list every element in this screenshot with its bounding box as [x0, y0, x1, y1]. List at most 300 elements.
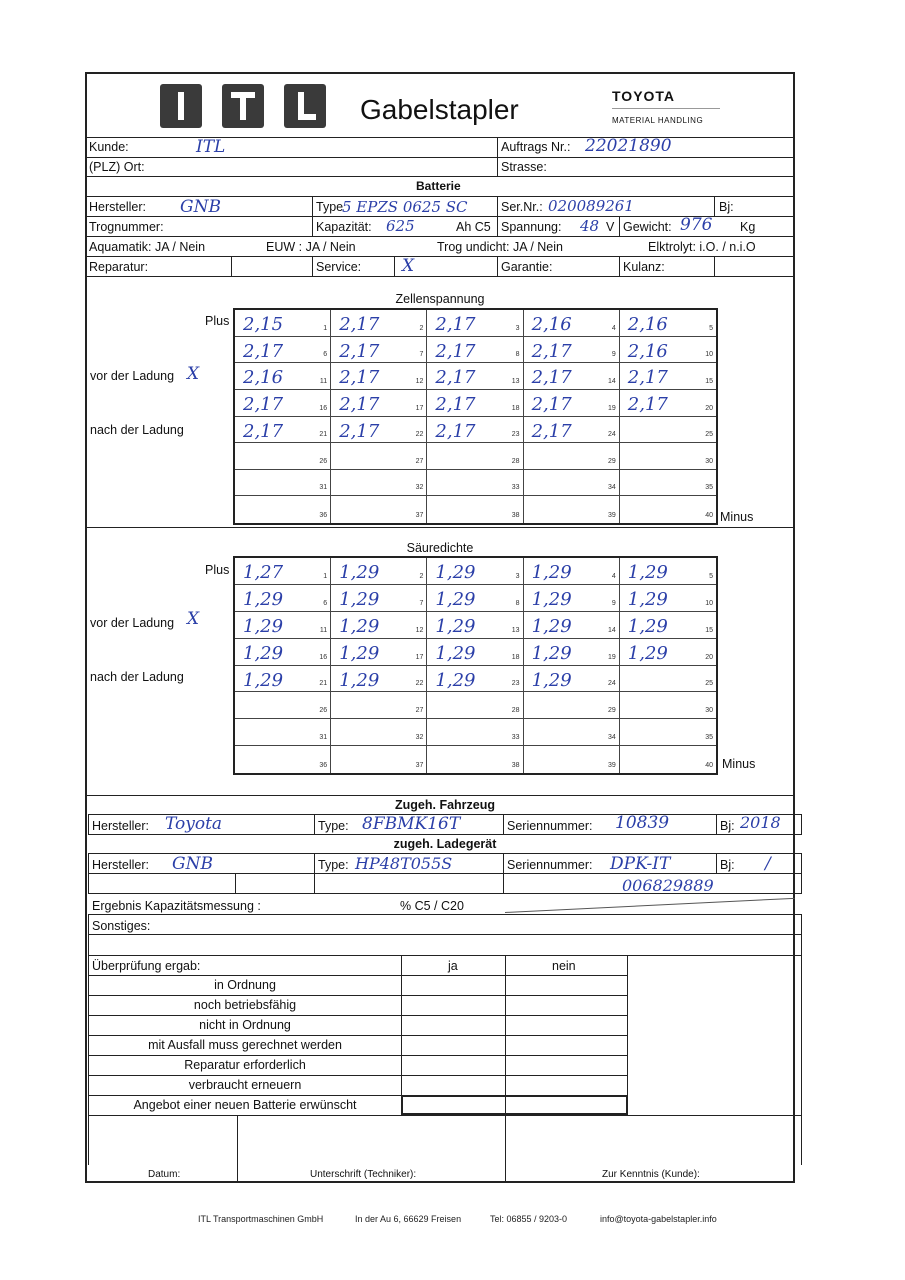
footer-email[interactable]: info@toyota-gabelstapler.info [600, 1214, 717, 1224]
zellen-cell-value: 2,17 [531, 393, 572, 415]
zellen-cell-number: 19 [607, 404, 616, 412]
saeure-cell-number: 36 [319, 762, 328, 769]
lg-bj-label: Bj: [720, 858, 735, 872]
zellen-cell[interactable] [235, 363, 331, 390]
zellen-cell-number: 38 [511, 512, 520, 519]
saeure-cell-number: 4 [611, 572, 616, 580]
zellen-cell[interactable] [235, 390, 331, 417]
saeure-cell-value: 1,27 [243, 562, 284, 583]
saeure-cell[interactable] [235, 666, 331, 693]
service-label: Service: [316, 260, 362, 274]
brand-subtitle: MATERIAL HANDLING [612, 116, 704, 125]
saeure-cell-number: 35 [705, 734, 713, 742]
pruefung-item: mit Ausfall muss gerechnet werden [148, 1038, 342, 1052]
footer-company: ITL Transportmaschinen GmbH [198, 1214, 324, 1224]
footer-address: In der Au 6, 66629 Freisen [355, 1214, 462, 1224]
saeure-grid [233, 556, 718, 775]
zellen-cell-number: 37 [415, 512, 424, 519]
kunde-value[interactable]: ITL [196, 137, 226, 157]
saeure-title: Säuredichte [406, 541, 474, 555]
page-title: Gabelstapler [360, 94, 519, 125]
type-label: Type [316, 200, 344, 214]
saeure-cell-number: 39 [607, 762, 616, 769]
bj-label: Bj: [719, 200, 734, 214]
service-value[interactable]: X [402, 256, 415, 276]
fz-type-label: Type: [318, 819, 349, 833]
zellen-cell-value: 2,17 [627, 367, 668, 389]
zellen-cell-number: 40 [705, 512, 713, 519]
zellen-cell[interactable] [331, 363, 427, 390]
pruefung-row-line [88, 995, 627, 996]
zellen-cell-value: 2,17 [435, 314, 476, 335]
zellen-cell-number: 12 [415, 377, 424, 385]
logo-letter-i [160, 84, 202, 128]
saeure-cell[interactable] [620, 612, 716, 639]
zellen-cell-number: 36 [319, 512, 328, 519]
saeure-cell[interactable] [235, 558, 331, 585]
saeure-cell-number: 18 [511, 653, 520, 661]
saeure-cell[interactable] [235, 719, 331, 746]
lg-hersteller-value[interactable]: GNB [172, 854, 213, 874]
saeure-cell-number: 31 [319, 734, 328, 742]
aquamatik-label: Aquamatik: JA / Nein [89, 240, 206, 254]
saeure-nach: nach der Ladung [90, 670, 184, 684]
kapazitaet-label: Kapazität: [316, 220, 372, 234]
saeure-cell[interactable] [331, 692, 427, 719]
saeure-cell-value: 1,29 [435, 615, 476, 637]
zellen-cell-value: 2,16 [627, 314, 668, 335]
saeure-cell-number: 22 [415, 680, 424, 688]
saeure-cell[interactable] [427, 612, 523, 639]
zellen-cell[interactable] [427, 390, 523, 417]
zellen-cell[interactable] [427, 443, 523, 470]
fz-bj-label: Bj: [720, 819, 735, 833]
saeure-vor: vor der Ladung [90, 616, 175, 630]
zellen-cell-number: 6 [323, 351, 328, 359]
saeure-cell-value: 1,29 [627, 562, 668, 583]
lg-type-label: Type: [318, 858, 349, 872]
zellen-cell-number: 7 [419, 351, 424, 359]
pruefung-item: in Ordnung [214, 978, 276, 992]
zellen-cell-number: 20 [705, 404, 713, 412]
zellen-cell[interactable] [620, 337, 716, 364]
zellen-cell[interactable] [620, 496, 716, 523]
logo-letter-t [222, 84, 264, 128]
saeure-cell[interactable] [235, 692, 331, 719]
saeure-cell[interactable] [620, 746, 716, 773]
saeure-cell-value: 1,29 [531, 642, 572, 664]
sernr-label: Ser.Nr.: [501, 200, 543, 214]
saeure-cell[interactable] [331, 612, 427, 639]
saeure-cell-number: 28 [511, 707, 520, 715]
zellen-cell[interactable] [620, 417, 716, 444]
elektrolyt-label: Elktrolyt: i.O. / n.i.O [648, 240, 756, 254]
saeure-minus: Minus [722, 757, 756, 771]
zellen-cell-number: 13 [511, 377, 520, 385]
saeure-cell-value: 1,29 [627, 642, 668, 664]
lg-hersteller-label: Hersteller: [92, 858, 149, 872]
zellen-cell[interactable] [524, 363, 620, 390]
zellen-cell[interactable] [331, 496, 427, 523]
zellen-cell[interactable] [524, 337, 620, 364]
zellen-cell[interactable] [524, 470, 620, 497]
auftrag-value[interactable]: 22021890 [585, 136, 672, 156]
zellen-cell-value: 2,15 [243, 314, 284, 335]
trog-undicht-label: Trog undicht: JA / Nein [437, 240, 563, 254]
saeure-cell[interactable] [620, 585, 716, 612]
saeure-cell-number: 24 [607, 680, 616, 688]
gewicht-value[interactable]: 976 [680, 215, 713, 235]
saeure-cell[interactable] [524, 558, 620, 585]
zellen-cell[interactable] [235, 496, 331, 523]
pruefung-item: noch betriebsfähig [193, 998, 297, 1012]
zellen-cell[interactable] [331, 470, 427, 497]
fz-serien-value[interactable]: 10839 [615, 813, 670, 833]
saeure-cell[interactable] [524, 692, 620, 719]
saeure-cell[interactable] [331, 746, 427, 773]
saeure-cell[interactable] [331, 639, 427, 666]
saeure-cell-number: 16 [319, 653, 328, 661]
zellen-cell-number: 18 [511, 404, 520, 412]
saeure-cell-number: 17 [415, 653, 424, 661]
saeure-cell[interactable] [524, 666, 620, 693]
saeure-cell[interactable] [331, 558, 427, 585]
zellen-cell[interactable] [620, 363, 716, 390]
zellen-cell[interactable] [331, 443, 427, 470]
zellen-cell[interactable] [235, 310, 331, 337]
saeure-cell-value: 1,29 [243, 642, 284, 664]
saeure-cell[interactable] [427, 585, 523, 612]
pruefung-item: Reparatur erforderlich [184, 1058, 306, 1072]
pruefung-nein: nein [552, 959, 576, 973]
zellen-cell-value: 2,17 [435, 393, 476, 415]
saeure-cell-value: 1,29 [531, 669, 572, 691]
saeure-cell-value: 1,29 [339, 642, 380, 664]
trog-label: Trognummer: [89, 220, 164, 234]
saeure-cell-number: 12 [415, 626, 424, 634]
saeure-cell-value: 1,29 [531, 562, 572, 583]
auftrag-label: Auftrags Nr.: [501, 140, 571, 154]
zellen-cell-value: 2,17 [339, 393, 380, 415]
pruefung-item: nicht in Ordnung [199, 1018, 291, 1032]
zellen-cell[interactable] [427, 417, 523, 444]
saeure-cell[interactable] [427, 692, 523, 719]
lg-type-value[interactable]: HP48T055S [355, 854, 453, 873]
saeure-cell-number: 3 [515, 572, 520, 580]
saeure-cell-value: 1,29 [339, 615, 380, 637]
saeure-cell-value: 1,29 [435, 588, 476, 610]
saeure-plus: Plus [205, 563, 230, 577]
pruefung-row-line [88, 1015, 627, 1016]
zellen-cell-value: 2,17 [243, 420, 284, 442]
zellen-cell-number: 5 [709, 324, 713, 332]
zellen-cell[interactable] [620, 310, 716, 337]
hersteller-value[interactable]: GNB [180, 197, 221, 217]
saeure-cell[interactable] [427, 639, 523, 666]
saeure-cell-number: 7 [419, 599, 424, 607]
saeure-cell-value: 1,29 [339, 588, 380, 610]
zellen-cell[interactable] [427, 363, 523, 390]
saeure-cell-value: 1,29 [243, 669, 284, 691]
zellen-cell[interactable] [427, 310, 523, 337]
zellen-cell-value: 2,17 [339, 314, 380, 335]
saeure-cell-number: 32 [415, 734, 424, 742]
v-label: V [606, 220, 615, 234]
saeure-cell-value: 1,29 [243, 615, 284, 637]
zellen-minus: Minus [720, 510, 754, 524]
zellen-cell-number: 28 [511, 457, 520, 465]
ah-label: Ah C5 [456, 220, 491, 234]
fz-bj-value[interactable]: 2018 [740, 813, 781, 832]
zellen-cell-number: 23 [511, 431, 520, 439]
saeure-cell-value: 1,29 [531, 615, 572, 637]
zellen-cell-value: 2,17 [531, 367, 572, 389]
fz-serien-label: Seriennummer: [507, 819, 593, 833]
zellen-cell-value: 2,17 [435, 420, 476, 442]
saeure-cell-number: 38 [511, 762, 520, 769]
zellen-cell-number: 24 [607, 431, 616, 439]
saeure-cell-number: 29 [607, 707, 616, 715]
zellen-cell-number: 3 [515, 324, 520, 332]
zellen-cell[interactable] [524, 310, 620, 337]
saeure-cell[interactable] [620, 666, 716, 693]
saeure-cell-number: 40 [705, 762, 713, 769]
saeure-cell[interactable] [331, 719, 427, 746]
zellen-cell[interactable] [235, 443, 331, 470]
zellen-vor-mark[interactable]: X [187, 364, 200, 384]
saeure-cell[interactable] [524, 585, 620, 612]
saeure-cell[interactable] [620, 719, 716, 746]
saeure-cell-value: 1,29 [435, 562, 476, 583]
zellen-cell-value: 2,17 [339, 367, 380, 389]
saeure-cell-number: 34 [607, 734, 616, 742]
zellen-cell[interactable] [235, 417, 331, 444]
zellen-cell[interactable] [524, 390, 620, 417]
pruefung-ja: ja [448, 959, 458, 973]
zellen-cell-number: 25 [705, 431, 713, 439]
zellen-cell[interactable] [427, 337, 523, 364]
zellen-cell-value: 2,16 [531, 314, 572, 335]
fz-type-value[interactable]: 8FBMK16T [362, 814, 461, 834]
zellen-cell[interactable] [524, 417, 620, 444]
zellen-cell-number: 9 [611, 351, 616, 359]
type-value[interactable]: 5 EPZS 0625 SC [342, 198, 468, 216]
zellen-cell[interactable] [331, 390, 427, 417]
saeure-cell[interactable] [427, 746, 523, 773]
zellen-title: Zellenspannung [395, 292, 485, 306]
zellen-cell-value: 2,16 [243, 367, 284, 389]
saeure-cell-number: 11 [319, 626, 328, 634]
zellen-cell-number: 39 [607, 512, 616, 519]
brand-underline [612, 108, 720, 109]
saeure-cell-number: 26 [319, 707, 328, 715]
saeure-cell-number: 6 [323, 599, 328, 607]
datum-label: Datum: [148, 1169, 181, 1180]
angebot-ja-box[interactable] [401, 1095, 628, 1115]
zellen-cell-number: 16 [319, 404, 328, 412]
zellen-cell-value: 2,17 [627, 393, 668, 415]
saeure-cell[interactable] [524, 612, 620, 639]
saeure-cell[interactable] [620, 639, 716, 666]
ladegeraet-heading: zugeh. Ladegerät [393, 837, 497, 851]
zellen-cell[interactable] [235, 337, 331, 364]
saeure-vor-mark[interactable]: X [187, 609, 200, 629]
brand-name: TOYOTA [612, 88, 676, 104]
zellen-cell-number: 17 [415, 404, 424, 412]
zellen-vor: vor der Ladung [90, 369, 175, 383]
fahrzeug-heading: Zugeh. Fahrzeug [395, 798, 495, 812]
saeure-cell-value: 1,29 [339, 562, 380, 583]
zellen-cell-number: 35 [705, 484, 713, 492]
zellen-cell[interactable] [524, 443, 620, 470]
saeure-cell-number: 20 [705, 653, 713, 661]
zellen-cell[interactable] [235, 470, 331, 497]
saeure-cell-number: 37 [415, 762, 424, 769]
saeure-cell-number: 8 [515, 599, 520, 607]
saeure-cell-number: 9 [611, 599, 616, 607]
saeure-cell[interactable] [524, 746, 620, 773]
saeure-cell[interactable] [235, 639, 331, 666]
saeure-cell-number: 2 [419, 572, 424, 580]
saeure-cell-number: 5 [709, 572, 713, 580]
hersteller-label: Hersteller: [89, 200, 146, 214]
zellen-nach: nach der Ladung [90, 423, 184, 437]
saeure-cell-number: 10 [705, 599, 713, 607]
zellen-cell[interactable] [427, 496, 523, 523]
zellen-divider [85, 527, 795, 528]
saeure-cell-number: 33 [511, 734, 520, 742]
saeure-cell-number: 19 [607, 653, 616, 661]
zellen-cell[interactable] [427, 470, 523, 497]
saeure-cell[interactable] [235, 612, 331, 639]
zellen-cell-value: 2,17 [339, 420, 380, 442]
saeure-cell-value: 1,29 [243, 588, 284, 610]
saeure-cell-number: 15 [705, 626, 713, 634]
saeure-cell[interactable] [524, 719, 620, 746]
zellen-plus: Plus [205, 314, 230, 328]
zellen-cell-value: 2,17 [531, 340, 572, 362]
zellen-cell[interactable] [620, 443, 716, 470]
pruefung-row-line [88, 1035, 627, 1036]
saeure-cell[interactable] [235, 746, 331, 773]
zellen-cell-number: 8 [515, 351, 520, 359]
saeure-cell-number: 21 [319, 680, 328, 688]
ort-label: (PLZ) Ort: [89, 160, 145, 174]
pruefung-item: Angebot einer neuen Batterie erwünscht [133, 1098, 357, 1112]
zellen-cell-number: 15 [705, 377, 713, 385]
saeure-cell[interactable] [620, 692, 716, 719]
saeure-cell-value: 1,29 [339, 669, 380, 691]
zellen-cell-value: 2,17 [435, 367, 476, 389]
kunde-label: Kunde: [89, 140, 129, 154]
saeure-cell-number: 25 [705, 680, 713, 688]
spannung-label: Spannung: [501, 220, 562, 234]
zellen-cell[interactable] [620, 390, 716, 417]
lg-serien-value-2[interactable]: 006829889 [622, 876, 714, 895]
zellen-cell-number: 1 [323, 324, 328, 332]
zellen-cell-number: 34 [607, 484, 616, 492]
lg-serien-label: Seriennummer: [507, 858, 593, 872]
zellen-cell-number: 10 [705, 351, 713, 359]
saeure-cell[interactable] [235, 585, 331, 612]
zellen-cell-number: 29 [607, 457, 616, 465]
zellen-cell-value: 2,17 [339, 340, 380, 362]
saeure-cell-number: 13 [511, 626, 520, 634]
techniker-label: Unterschrift (Techniker): [310, 1169, 417, 1180]
kapazitaet-value[interactable]: 625 [386, 217, 415, 235]
zellen-cell-number: 4 [611, 324, 616, 332]
gewicht-label: Gewicht: [623, 220, 672, 234]
saeure-cell[interactable] [620, 558, 716, 585]
pruefung-title: Überprüfung ergab: [92, 959, 201, 973]
saeure-cell-value: 1,29 [435, 669, 476, 691]
zellen-cell-number: 31 [319, 484, 328, 492]
zellen-cell[interactable] [331, 310, 427, 337]
euw-label: EUW : JA / Nein [266, 240, 356, 254]
saeure-cell-number: 14 [607, 626, 616, 634]
garantie-label: Garantie: [501, 260, 553, 274]
pruefung-row-line [88, 1055, 627, 1056]
reparatur-label: Reparatur: [89, 260, 149, 274]
saeure-cell[interactable] [331, 666, 427, 693]
saeure-cell-value: 1,29 [627, 615, 668, 637]
zellen-cell-value: 2,17 [435, 340, 476, 362]
saeure-cell-number: 1 [323, 572, 328, 580]
saeure-cell[interactable] [427, 558, 523, 585]
saeure-cell[interactable] [427, 666, 523, 693]
zellen-cell-number: 26 [319, 457, 328, 465]
zellen-cell-number: 21 [319, 431, 328, 439]
saeure-cell[interactable] [524, 639, 620, 666]
zellen-cell[interactable] [331, 417, 427, 444]
zellen-cell[interactable] [524, 496, 620, 523]
ergebnis-unit: % C5 / C20 [400, 899, 464, 913]
zellen-cell-number: 30 [705, 457, 713, 465]
fz-hersteller-value[interactable]: Toyota [165, 814, 223, 834]
batterie-heading: Batterie [416, 179, 461, 193]
zellen-cell-number: 32 [415, 484, 424, 492]
zellen-cell-value: 2,16 [627, 340, 668, 362]
zellen-cell-number: 14 [607, 377, 616, 385]
strasse-label: Strasse: [501, 160, 547, 174]
saeure-cell-value: 1,29 [531, 588, 572, 610]
kg-label: Kg [740, 220, 756, 234]
saeure-cell-value: 1,29 [435, 642, 476, 664]
lg-bj-value[interactable]: / [765, 854, 771, 874]
zellen-cell-number: 2 [419, 324, 424, 332]
saeure-cell-number: 30 [705, 707, 713, 715]
saeure-cell-number: 27 [415, 707, 424, 715]
zellen-cell-number: 22 [415, 431, 424, 439]
zellen-cell-number: 11 [319, 377, 328, 385]
lg-serien-value[interactable]: DPK-IT [610, 854, 671, 874]
saeure-cell[interactable] [427, 719, 523, 746]
saeure-cell-number: 23 [511, 680, 520, 688]
zellen-cell[interactable] [331, 337, 427, 364]
sernr-value[interactable]: 020089261 [548, 197, 634, 215]
zellen-cell-value: 2,17 [243, 340, 284, 362]
saeure-cell-value: 1,29 [627, 588, 668, 610]
fz-hersteller-label: Hersteller: [92, 819, 149, 833]
spannung-value[interactable]: 48 [580, 217, 600, 235]
footer-tel: Tel: 06855 / 9203-0 [490, 1214, 568, 1224]
sonstiges-label: Sonstiges: [92, 919, 151, 933]
ergebnis-label: Ergebnis Kapazitätsmessung : [92, 899, 261, 913]
zellen-cell[interactable] [620, 470, 716, 497]
saeure-cell[interactable] [331, 585, 427, 612]
zellen-cell-number: 27 [415, 457, 424, 465]
zellen-cell-value: 2,17 [531, 420, 572, 442]
